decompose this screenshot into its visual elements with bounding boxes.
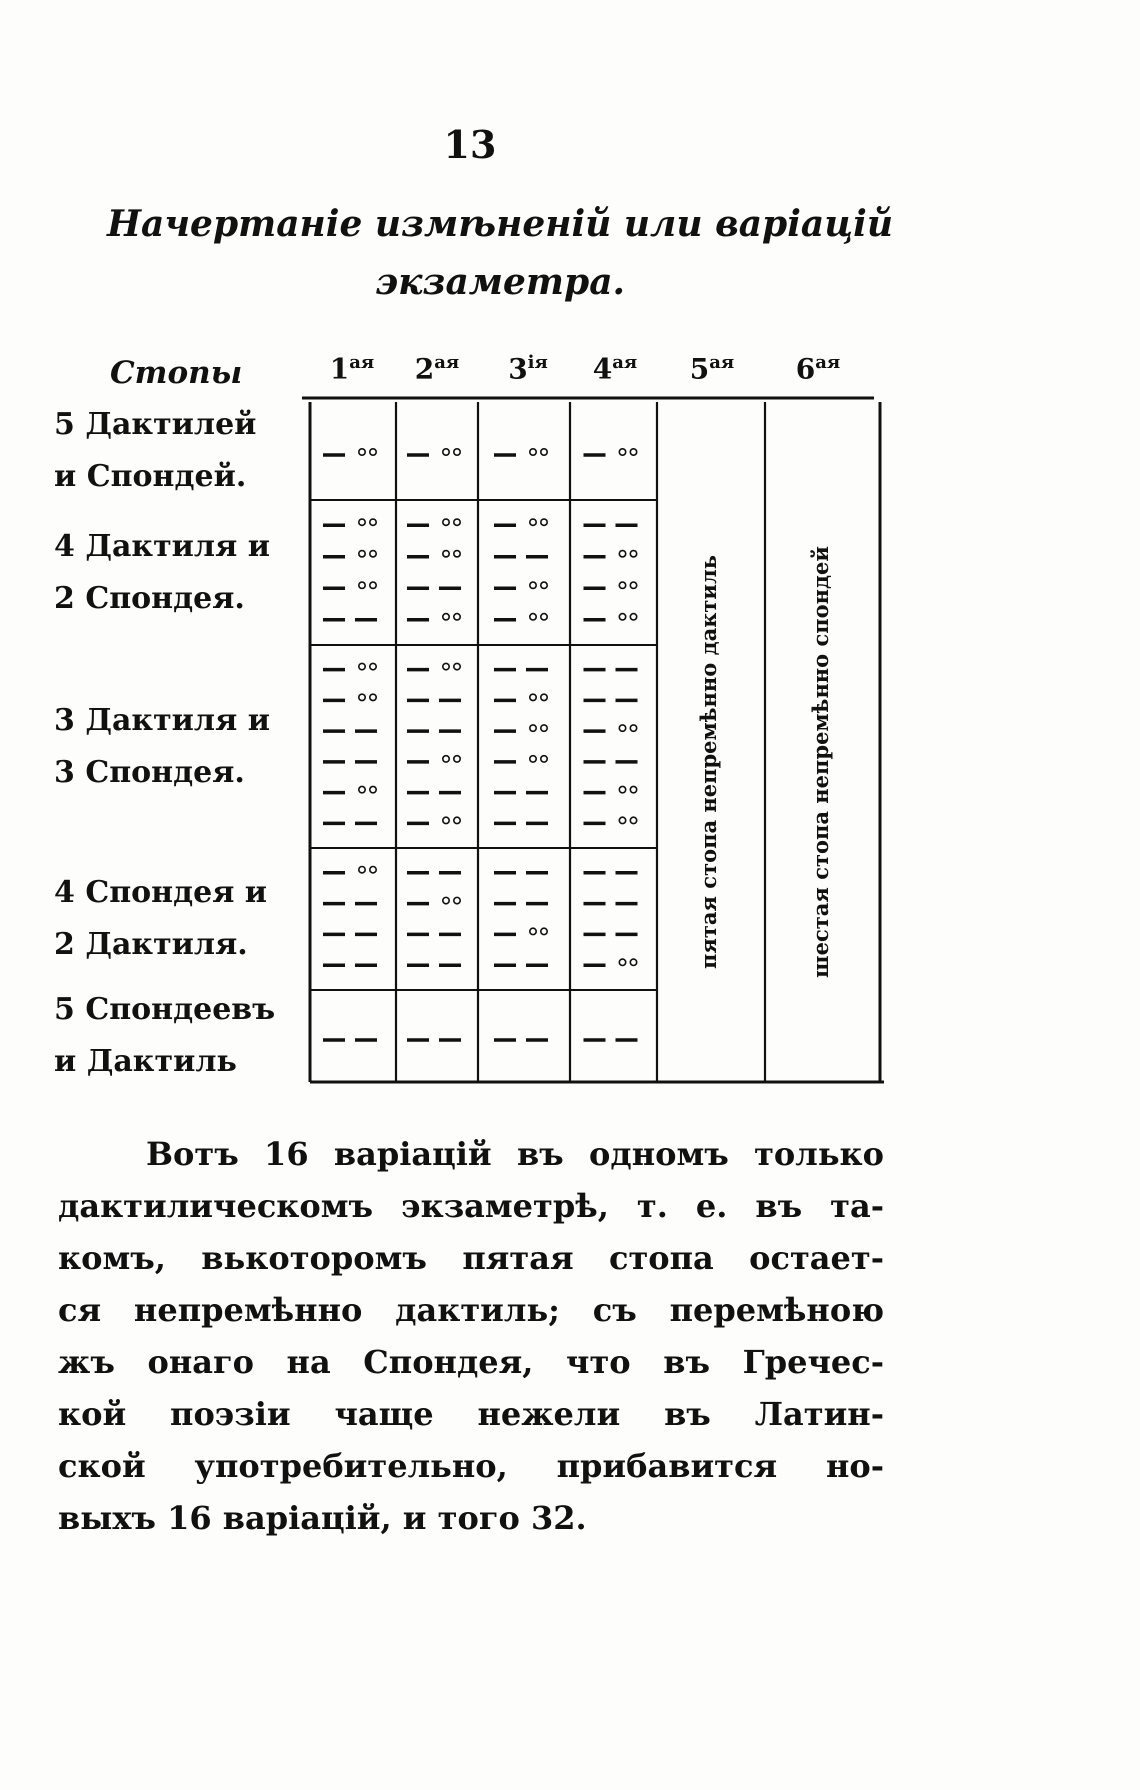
short-syllable-mark (359, 786, 365, 792)
short-syllable-mark (359, 519, 365, 525)
column-suffix: ая (815, 352, 841, 373)
group-label-line: 4 Дактиля и (54, 528, 270, 564)
short-syllable-mark (619, 959, 625, 965)
column-number: 5 (689, 352, 710, 386)
short-syllable-mark (530, 449, 536, 455)
short-syllable-mark (619, 582, 625, 588)
short-syllable-mark (619, 725, 625, 731)
group-label-line: и Спондей. (54, 459, 247, 494)
short-syllable-mark (359, 551, 365, 557)
short-syllable-mark (630, 614, 636, 620)
column-number: 3 (508, 352, 528, 386)
group-label-line: 3 Спондея. (54, 754, 245, 790)
short-syllable-mark (530, 928, 536, 934)
short-syllable-mark (359, 694, 365, 700)
column-suffix: ая (349, 352, 375, 373)
short-syllable-mark (443, 663, 449, 669)
short-syllable-mark (359, 866, 365, 872)
column-number: 2 (414, 352, 435, 386)
short-syllable-mark (541, 928, 547, 934)
short-syllable-mark (530, 694, 536, 700)
short-syllable-mark (370, 786, 376, 792)
short-syllable-mark (619, 786, 625, 792)
title-line-1: Начертаніе измѣненій или варіацій (106, 203, 893, 245)
short-syllable-mark (454, 449, 460, 455)
short-syllable-mark (359, 663, 365, 669)
paragraph-line: жъ онаго на Спондея, что въ Гречес- (58, 1343, 884, 1381)
column-number: 6 (795, 352, 816, 386)
short-syllable-mark (443, 817, 449, 823)
short-syllable-mark (619, 449, 625, 455)
short-syllable-mark (630, 786, 636, 792)
short-syllable-mark (619, 551, 625, 557)
paragraph-line: дактилическомъ экзаметрѣ, т. е. въ та- (58, 1187, 884, 1225)
short-syllable-mark (454, 551, 460, 557)
short-syllable-mark (454, 663, 460, 669)
short-syllable-mark (619, 614, 625, 620)
short-syllable-mark (630, 817, 636, 823)
short-syllable-mark (619, 817, 625, 823)
short-syllable-mark (359, 449, 365, 455)
table-corner-label: Стопы (110, 355, 243, 391)
body-paragraph (58, 1128, 884, 1544)
sixth-foot-label: шестая стопа непремѣнно спондей (807, 546, 833, 978)
column-number: 1 (329, 352, 350, 386)
short-syllable-mark (370, 582, 376, 588)
short-syllable-mark (443, 519, 449, 525)
group-label-line: и Дактиль (54, 1044, 237, 1079)
short-syllable-mark (370, 866, 376, 872)
short-syllable-mark (541, 519, 547, 525)
short-syllable-mark (541, 756, 547, 762)
page-number: 13 (443, 122, 497, 167)
column-number: 4 (592, 352, 613, 386)
short-syllable-mark (454, 897, 460, 903)
short-syllable-mark (630, 551, 636, 557)
short-syllable-mark (630, 725, 636, 731)
short-syllable-mark (630, 582, 636, 588)
group-label-line: 5 Спондеевъ (54, 992, 276, 1027)
short-syllable-mark (443, 756, 449, 762)
short-syllable-mark (530, 725, 536, 731)
short-syllable-mark (530, 614, 536, 620)
column-suffix: ія (527, 352, 548, 373)
paragraph-line: комъ, вькоторомъ пятая стопа остает- (58, 1239, 884, 1277)
column-suffix: ая (612, 352, 638, 373)
short-syllable-mark (370, 551, 376, 557)
paragraph-line: выхъ 16 варіацій, и того 32. (58, 1499, 587, 1537)
short-syllable-mark (530, 582, 536, 588)
paragraph-line: ской употребительно, прибавится но- (58, 1447, 884, 1485)
short-syllable-mark (630, 449, 636, 455)
group-label-line: 2 Спондея. (54, 580, 245, 616)
short-syllable-mark (443, 614, 449, 620)
short-syllable-mark (541, 582, 547, 588)
short-syllable-mark (630, 959, 636, 965)
group-label-line: 4 Спондея и (54, 875, 268, 910)
short-syllable-mark (541, 614, 547, 620)
short-syllable-mark (530, 756, 536, 762)
title-line-2: экзаметра. (374, 261, 626, 303)
short-syllable-mark (359, 582, 365, 588)
group-label-line: 5 Дактилей (54, 407, 257, 442)
short-syllable-mark (370, 663, 376, 669)
short-syllable-mark (454, 519, 460, 525)
short-syllable-mark (541, 725, 547, 731)
short-syllable-mark (370, 519, 376, 525)
short-syllable-mark (454, 817, 460, 823)
paragraph-line: Вотъ 16 варіацій въ одномъ только (146, 1135, 884, 1173)
short-syllable-mark (541, 694, 547, 700)
short-syllable-mark (454, 756, 460, 762)
short-syllable-mark (443, 449, 449, 455)
fifth-foot-label: пятая стопа непремѣнно дактиль (696, 554, 721, 970)
group-label-line: 2 Дактиля. (54, 927, 248, 962)
short-syllable-mark (443, 897, 449, 903)
short-syllable-mark (443, 551, 449, 557)
paragraph-line: ся непремѣнно дактиль; съ перемѣною (58, 1291, 884, 1329)
short-syllable-mark (370, 449, 376, 455)
column-suffix: ая (434, 352, 460, 373)
group-label-line: 3 Дактиля и (54, 702, 270, 738)
column-suffix: ая (709, 352, 735, 373)
paragraph-line: кой поэзіи чаще нежели въ Латин- (58, 1395, 884, 1433)
short-syllable-mark (541, 449, 547, 455)
short-syllable-mark (370, 694, 376, 700)
short-syllable-mark (454, 614, 460, 620)
short-syllable-mark (530, 519, 536, 525)
